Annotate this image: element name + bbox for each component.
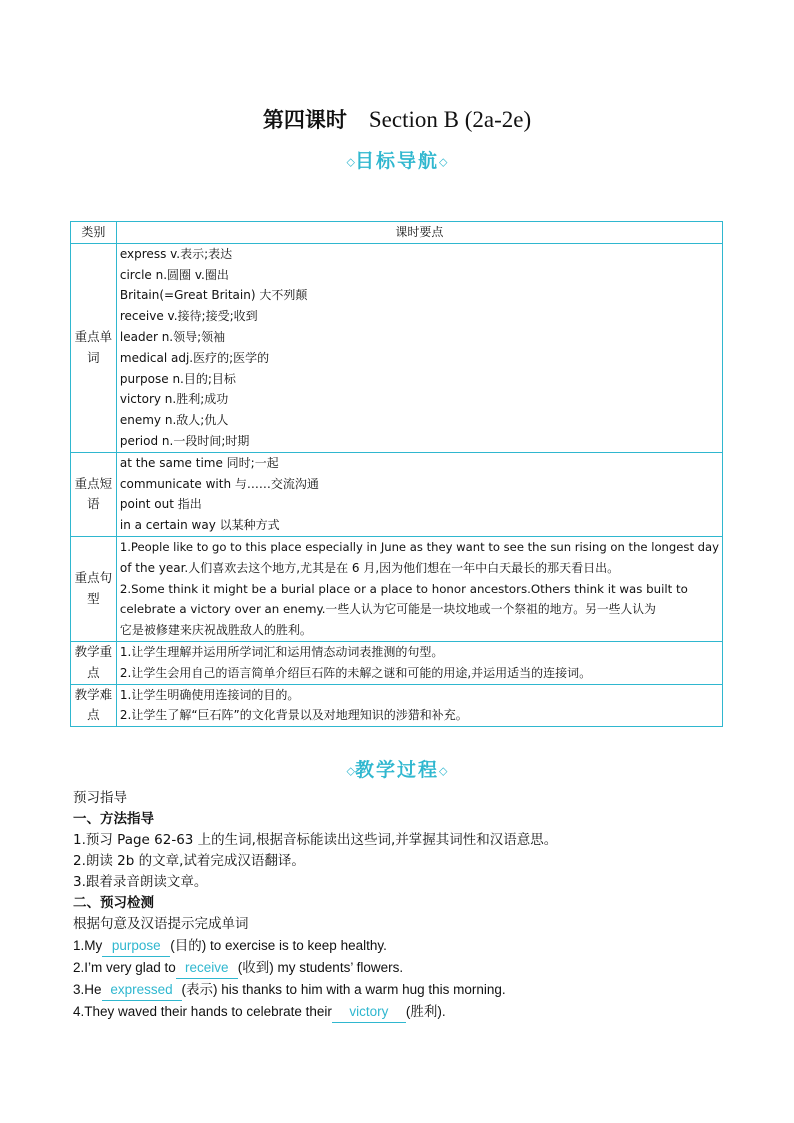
diamond-icon: ◇: [439, 155, 448, 169]
exercise-text: (目的) to exercise is to keep healthy.: [170, 938, 387, 953]
exercise-text: (胜利).: [405, 1004, 446, 1019]
exercise-item: [73, 979, 753, 1001]
content-line: communicate with 与……交流沟通: [119, 476, 319, 491]
diamond-icon: ◇: [346, 764, 355, 778]
goals-table: [70, 221, 723, 727]
diamond-icon: ◇: [346, 155, 355, 169]
goals-heading: [0, 146, 794, 173]
content-line: 2.让学生了解“巨石阵”的文化背景以及对地理知识的涉猎和补充。: [119, 708, 468, 723]
row-category: 教学重点: [71, 641, 117, 684]
content-line: leader n.领导;领袖: [119, 329, 226, 344]
exercise-text: 3.He: [73, 982, 102, 997]
method-item: 2.朗读 2b 的文章,试着完成汉语翻译。: [73, 853, 305, 869]
lesson-title-en: Section B (2a-2e): [368, 107, 532, 132]
content-line: 1.让学生明确使用连接词的目的。: [119, 687, 300, 702]
content-line: circle n.圆圈 v.圈出: [119, 267, 229, 282]
exercise-item: [73, 1001, 753, 1023]
process-section: [73, 788, 753, 1023]
table-row-phrases: [71, 452, 723, 536]
row-category: 教学难点: [71, 684, 117, 727]
row-category: 重点短语: [71, 452, 117, 536]
content-line: 2.让学生会用自己的语言简单介绍巨石阵的未解之谜和可能的用途,并运用适当的连接词。: [119, 665, 592, 680]
content-line: victory n.胜利;成功: [119, 392, 229, 407]
exercise-item: [73, 957, 753, 979]
answer-blank: expressed: [102, 979, 182, 1001]
content-line: of the year.人们喜欢去这个地方,尤其是在 6 月,因为他们想在一年中白天最长的那天看日出。: [119, 560, 620, 575]
content-line: in a certain way 以某种方式: [119, 518, 280, 533]
row-category: 重点单词: [71, 243, 117, 452]
table-row-focus: [71, 641, 723, 684]
method-title: 一、方法指导: [73, 811, 154, 827]
check-instruction: 根据句意及汉语提示完成单词: [73, 916, 249, 932]
row-content: [116, 641, 722, 684]
exercise-text: 1.My: [73, 938, 103, 953]
content-line: at the same time 同时;一起: [119, 455, 279, 470]
exercise-text: (表示) his thanks to him with a warm hug this morning.: [181, 982, 506, 997]
content-line: 1.让学生理解并运用所学词汇和运用情态动词表推测的句型。: [119, 644, 444, 659]
content-line: receive v.接待;接受;收到: [119, 309, 258, 324]
content-line: Britain(=Great Britain) 大不列颠: [119, 288, 308, 303]
row-content: [116, 243, 722, 452]
method-item: 1.预习 Page 62-63 上的生词,根据音标能读出这些词,并掌握其词性和汉语意思。: [73, 832, 558, 848]
answer-blank: purpose: [102, 935, 170, 957]
table-row-words: [71, 243, 723, 452]
process-heading: [0, 755, 794, 782]
preview-title: 预习指导: [73, 790, 127, 806]
table-header-row: [71, 222, 723, 244]
table-row-difficulty: [71, 684, 723, 727]
content-line: enemy n.敌人;仇人: [119, 413, 229, 428]
content-line: express v.表示;表达: [119, 246, 233, 261]
content-line: celebrate a victory over an enemy.一些人认为它可能是一块坟地或一个祭祖的地方。另一些人认为: [119, 602, 656, 617]
header-points: 课时要点: [116, 222, 722, 244]
diamond-icon: ◇: [439, 764, 448, 778]
table-row-sentences: [71, 536, 723, 641]
content-line: purpose n.目的;目标: [119, 371, 236, 386]
content-line: 它是被修建来庆祝战胜敌人的胜利。: [119, 623, 312, 638]
content-line: period n.一段时间;时期: [119, 433, 250, 448]
exercise-text: (收到) my students’ flowers.: [237, 960, 404, 975]
exercise-text: 4.They waved their hands to celebrate their: [73, 1004, 332, 1019]
row-category: 重点句型: [71, 536, 117, 641]
process-heading-text: 教学过程: [354, 759, 439, 781]
content-line: 2.Some think it might be a burial place or a place to honor ancestors.Others think it was built to: [119, 581, 688, 596]
check-title: 二、预习检测: [73, 895, 154, 911]
goals-heading-text: 目标导航: [354, 150, 439, 172]
exercise-item: [73, 935, 753, 957]
answer-blank: receive: [176, 957, 238, 979]
row-content: [116, 536, 722, 641]
header-category: 类别: [71, 222, 117, 244]
lesson-title: [0, 104, 794, 134]
row-content: [116, 684, 722, 727]
row-content: [116, 452, 722, 536]
content-line: medical adj.医疗的;医学的: [119, 350, 270, 365]
answer-blank: victory: [332, 1001, 406, 1023]
content-line: point out 指出: [119, 497, 202, 512]
content-line: 1.People like to go to this place especially in June as they want to see the sun rising on the longest day: [119, 539, 719, 554]
exercise-text: 2.I’m very glad to: [73, 960, 176, 975]
method-item: 3.跟着录音朗读文章。: [73, 874, 208, 890]
lesson-title-cn: 第四课时: [262, 108, 347, 132]
